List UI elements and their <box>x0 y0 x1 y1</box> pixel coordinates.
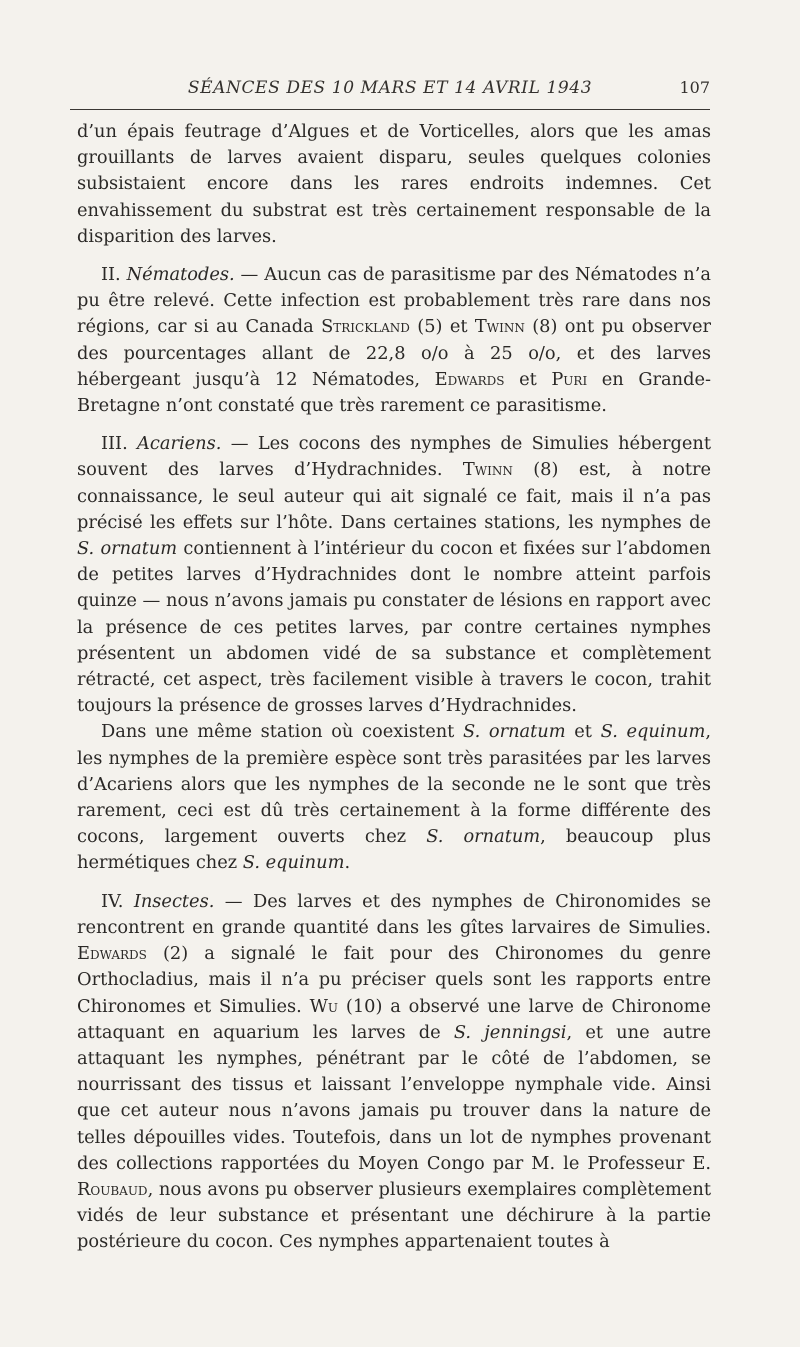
section-heading: Insectes. <box>133 890 215 912</box>
header-rule <box>70 109 710 110</box>
page-header <box>70 78 710 106</box>
author-name: Wu <box>309 995 339 1017</box>
author-name: Twinn <box>462 459 513 481</box>
running-head: SÉANCES DES 10 MARS ET 14 AVRIL 1943 <box>187 78 593 98</box>
species-name: S. equinum <box>242 852 345 874</box>
section-insectes: IV. Insectes. — Des larves et des nymphes de Chironomides se rencontrent en grande quantité dans les gîtes larvaires de Simulies. Edwards (2) a signalé le fait pour des Chironomes du genre Orthocladius, mais il n’a pu préciser quels sont les rapports entre Chironomes et Simulies. Wu (10) a observé une larve de Chironome attaquant en aquarium les larves de S. jenningsi, et une autre attaquant les nymphes, pénétrant par le côté de l’abdomen, se nourrissant des tissus et laissant l’enveloppe nymphale vide. Ainsi que cet auteur nous n’avons jamais pu trouver dans la nature de telles dépouilles vides. Toutefois, dans un lot de nymphes provenant des collections rapportées du Moyen Congo par M. le Professeur E. Roubaud, nous avons pu observer plusieurs exemplaires complètement vidés de leur substance et présentant une déchirure à la partie postérieure du cocon. Ces nymphes appartenaient toutes à <box>77 890 712 1253</box>
author-name: Roubaud <box>77 1178 148 1200</box>
paragraph-acariens-cocons: Dans une même station où coexistent S. ornatum et S. equinum, les nymphes de la première espèce sont très parasitées par les larves d’Acariens alors que les nymphes de la seconde ne le sont que très rarement, ceci est dû très certainement à la forme différente des cocons, largement ouverts chez S. ornatum, beaucoup plus hermétiques chez S. equinum. <box>77 721 712 874</box>
section-heading: Nématodes. <box>126 264 235 286</box>
species-name: S. ornatum <box>463 721 566 743</box>
species-name: S. ornatum <box>77 538 178 560</box>
body-text <box>77 119 711 1256</box>
author-name: Strickland <box>321 316 410 338</box>
species-name: S. equinum <box>600 721 706 743</box>
section-acariens: III. Acariens. — Les cocons des nymphes de Simulies hébergent souvent des larves d’Hydrachnides. Twinn (8) est, à notre connaissance, le seul auteur qui ait signalé ce fait, mais il n’a pas précisé les effets sur l’hôte. Dans certaines stations, les nymphes de S. ornatum contiennent à l’intérieur du cocon et fixées sur l’abdomen de petites larves d’Hydrachnides dont le nombre atteint parfois quinze — nous n’avons jamais pu constater de lésions en rapport avec la présence de ces petites larves, par contre certaines nymphes présentent un abdomen vidé de sa substance et complètement rétracté, cet aspect, très facilement visible à travers le cocon, trahit toujours la présence de grosses larves d’Hydrachnides. <box>77 433 712 717</box>
author-name: Edwards <box>434 368 505 390</box>
page-number: 107 <box>679 78 710 97</box>
author-name: Twinn <box>474 316 525 338</box>
author-name: Edwards <box>77 943 147 965</box>
author-name: Puri <box>551 368 588 390</box>
section-number: III. <box>101 433 138 455</box>
section-nematodes: II. Nématodes. — Aucun cas de parasitisme par des Nématodes n’a pu être relevé. Cette infection est probablement très rare dans nos régions, car si au Canada Strickland (5) et Twinn (8) ont pu observer des pourcentages allant de 22,8 o/o à 25 o/o, et des larves hébergeant jusqu’à 12 Nématodes, Edwards et Puri en Grande-Bretagne n’ont constaté que très rarement ce parasitisme. <box>77 264 712 417</box>
section-number: II. <box>101 264 127 286</box>
species-name: S. jenningsi <box>453 1021 567 1043</box>
paragraph-continuation: d’un épais feutrage d’Algues et de Vorticelles, alors que les amas grouillants de larves avaient disparu, seules quelques colonies subsistaient encore dans les rares endroits indemnes. Cet envahissement du substrat est très certainement responsable de la disparition des larves. <box>77 121 711 247</box>
section-heading: Acariens. <box>137 433 222 455</box>
species-name: S. ornatum <box>426 826 541 848</box>
section-number: IV. <box>101 890 134 912</box>
